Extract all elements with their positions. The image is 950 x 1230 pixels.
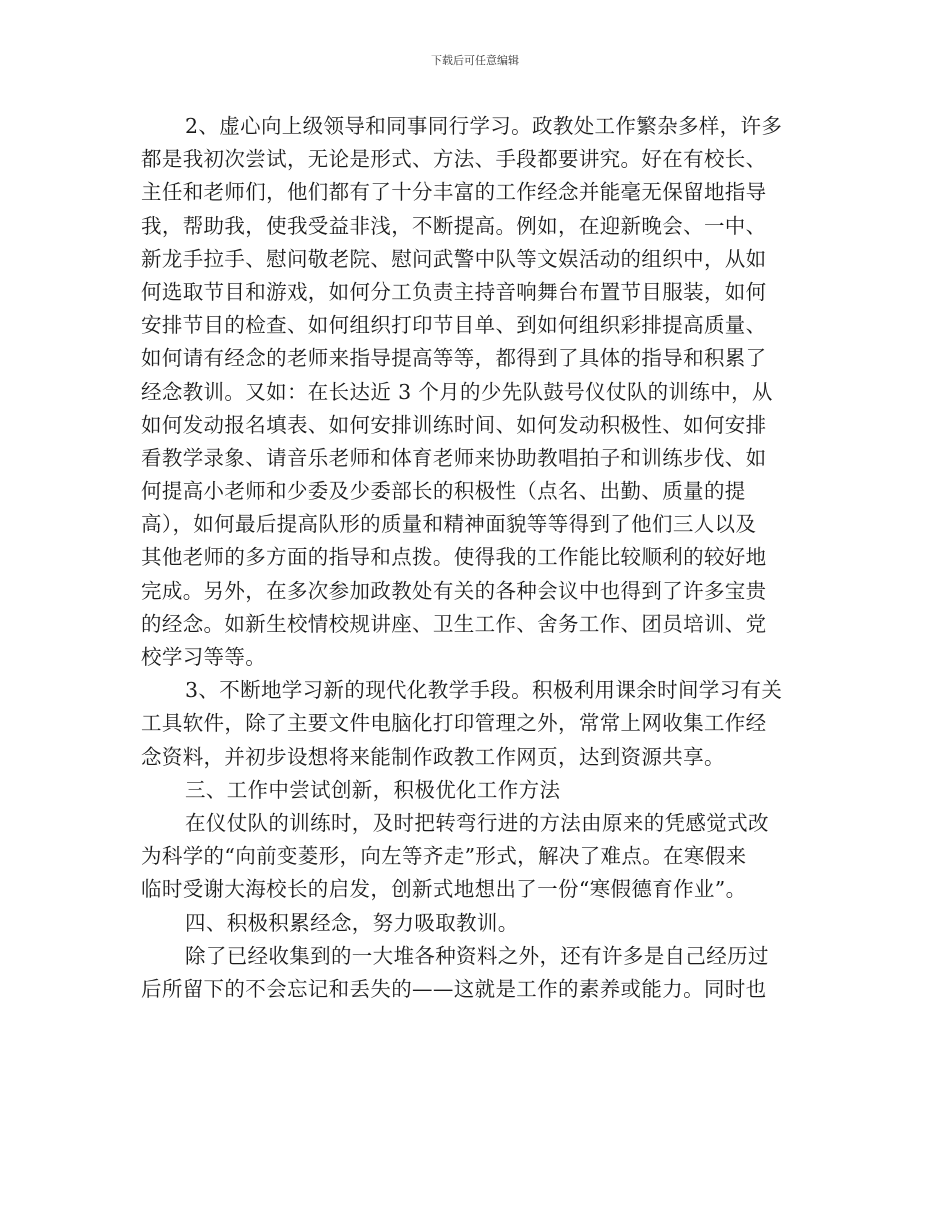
text-line: 其他老师的多方面的指导和点拨。使得我的工作能比较顺利的较好地 xyxy=(141,545,767,570)
text-line: 完成。另外，在多次参加政教处有关的各种会议中也得到了许多宝贵 xyxy=(141,578,767,603)
text-line: 后所留下的不会忘记和丢失的——这就是工作的素养或能力。同时也 xyxy=(141,976,767,1001)
text-line: 何选取节目和游戏，如何分工负责主持音响舞台布置节目服装，如何 xyxy=(141,279,767,304)
text-line: 校学习等等。 xyxy=(141,645,267,669)
page-header: 下载后可任意编辑 xyxy=(431,54,519,67)
text-line: 三、工作中尝试创新，积极优化工作方法 xyxy=(185,777,561,802)
text-line: 工具软件，除了主要文件电脑化打印管理之外，常常上网收集工作经 xyxy=(141,711,767,736)
text-line: 的经念。如新生校情校规讲座、卫生工作、舍务工作、团员培训、党 xyxy=(141,611,767,636)
text-line: 2、虚心向上级领导和同事同行学习。政教处工作繁杂多样，许多 xyxy=(185,114,783,138)
text-line: 念资料，并初步设想将来能制作政教工作网页，达到资源共享。 xyxy=(141,744,725,769)
text-line: 都是我初次尝试，无论是形式、方法、手段都要讲究。好在有校长、 xyxy=(141,147,767,172)
document-body xyxy=(141,110,811,1006)
text-line: 临时受谢大海校长的启发，创新式地想出了一份“寒假德育作业”。 xyxy=(141,877,747,902)
text-line: 除了已经收集到的一大堆各种资料之外，还有许多是自己经历过 xyxy=(185,943,769,968)
text-line: 四、积极积累经念，努力吸取教训。 xyxy=(185,910,519,935)
text-line: 新龙手拉手、慰问敬老院、慰问武警中队等文娱活动的组织中，从如 xyxy=(141,246,767,271)
text-line: 如何请有经念的老师来指导提高等等，都得到了具体的指导和积累了 xyxy=(141,346,767,371)
text-line: 为科学的“向前变菱形，向左等齐走”形式，解决了难点。在寒假来 xyxy=(141,844,747,869)
text-line: 在仪仗队的训练时，及时把转弯行进的方法由原来的凭感觉式改 xyxy=(185,810,769,835)
text-line: 我，帮助我，使我受益非浅，不断提高。例如，在迎新晚会、一中、 xyxy=(141,213,767,238)
text-line: 主任和老师们，他们都有了十分丰富的工作经念并能毫无保留地指导 xyxy=(141,180,767,205)
text-line: 看教学录象、请音乐老师和体育老师来协助教唱拍子和训练步伐、如 xyxy=(141,445,767,470)
text-line: 何提高小老师和少委及少委部长的积极性（点名、出勤、质量的提 xyxy=(141,479,746,504)
text-line: 如何发动报名填表、如何安排训练时间、如何发动积极性、如何安排 xyxy=(141,412,767,437)
text-line: 经念教训。又如：在长达近 3 个月的少先队鼓号仪仗队的训练中，从 xyxy=(141,379,773,404)
text-line: 高），如何最后提高队形的质量和精神面貌等等得到了他们三人以及 xyxy=(141,512,757,537)
text-line: 安排节目的检查、如何组织打印节目单、到如何组织彩排提高质量、 xyxy=(141,313,767,338)
text-line: 3、不断地学习新的现代化教学手段。积极利用课余时间学习有关 xyxy=(185,678,783,703)
